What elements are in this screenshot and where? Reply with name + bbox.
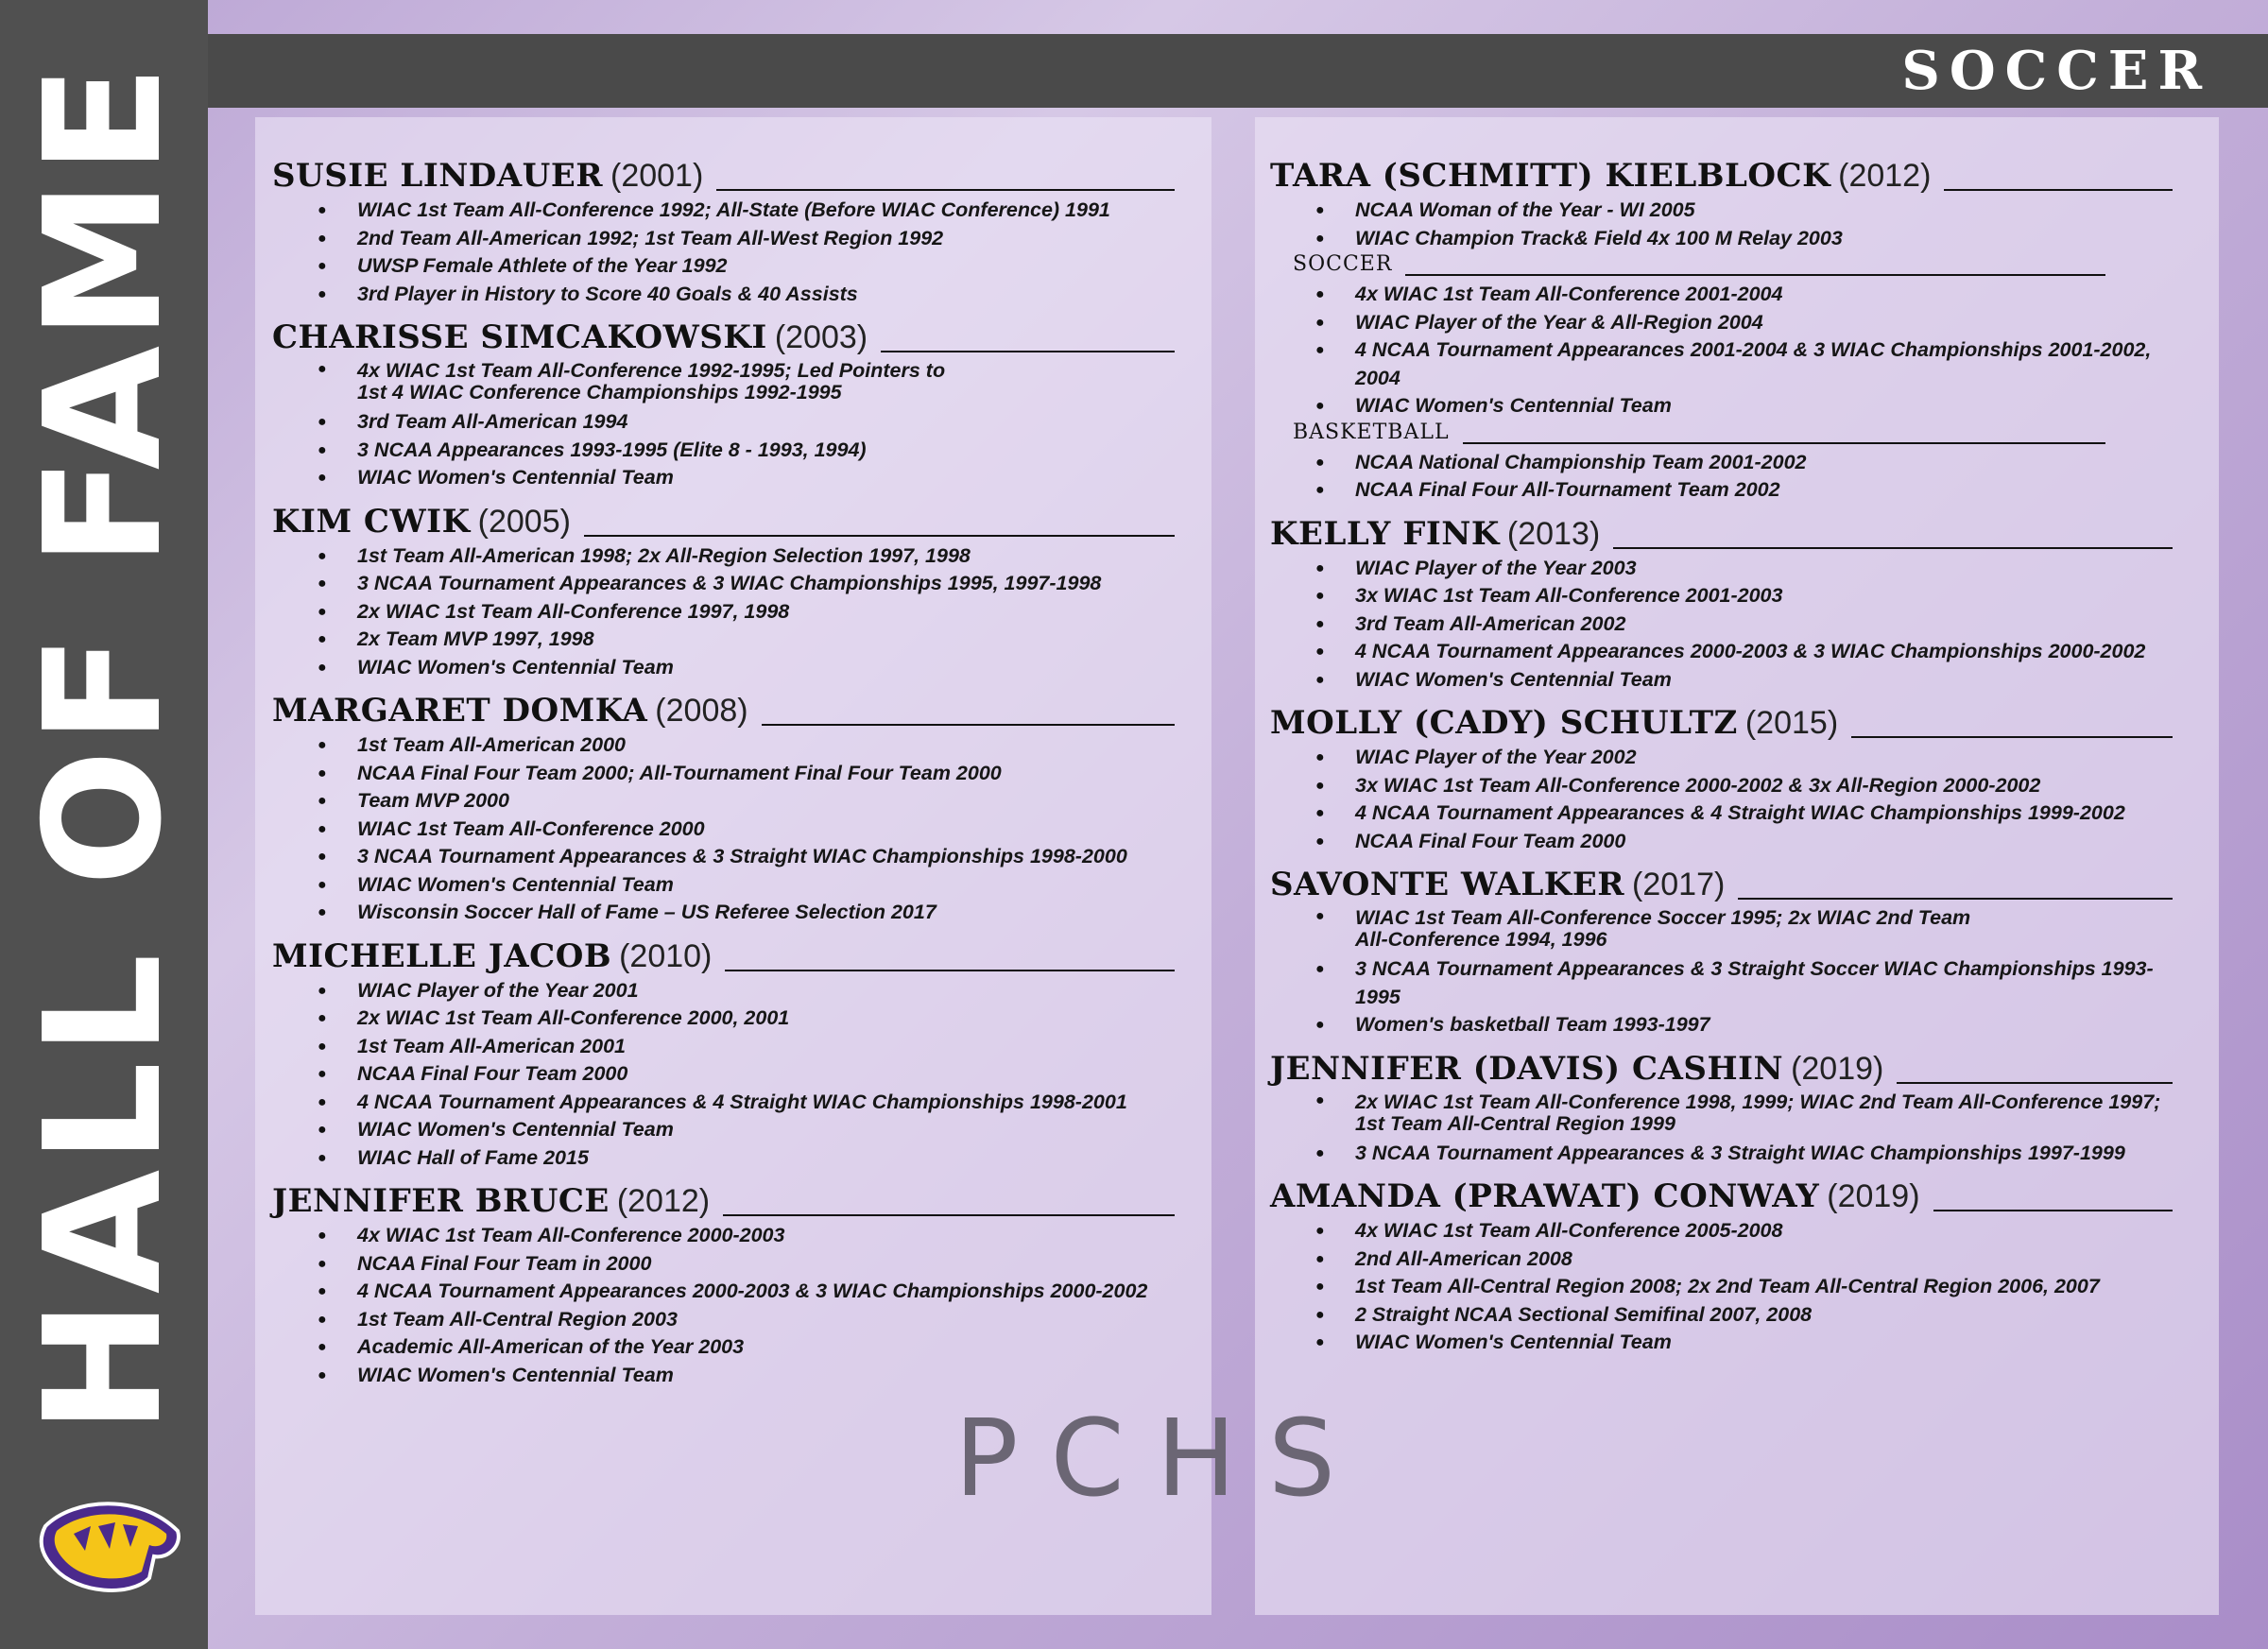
inductee-entry [1270,1050,2173,1168]
list-item: ● WIAC Women's Centennial Team [318,871,1175,900]
accomplishment-list [272,977,1175,1173]
subheading-label: SOCCER [1293,252,1393,276]
list-item: ● NCAA Final Four Team 2000; All-Tournament Final Four Team 2000 [318,760,1175,788]
list-item: ● WIAC Player of the Year 2002 [1315,744,2173,772]
divider [1738,898,2173,900]
list-item: ● NCAA Woman of the Year - WI 2005 [1315,197,2173,225]
right-column [1270,157,2173,1367]
induction-year: (2015) [1744,705,1839,741]
inductee-name: CHARISSE SIMCAKOWSKI [272,318,767,356]
list-item: ● NCAA National Championship Team 2001-2002 [1315,449,2173,477]
divider [723,1214,1175,1216]
list-item: ● 4 NCAA Tournament Appearances 2000-2003 & 3 WIAC Championships 2000-2002 [318,1278,1175,1306]
list-item: ● WIAC Women's Centennial Team [318,464,1175,492]
inductee-entry [1270,704,2173,855]
sport-subheading [1293,421,2105,449]
induction-year: (2019) [1791,1050,1884,1087]
sidebar [0,0,208,1649]
list-item: ● WIAC Women's Centennial Team [318,1116,1175,1144]
accomplishment-list [272,358,1175,492]
list-item: ● Wisconsin Soccer Hall of Fame – US Referee Selection 2017 [318,899,1175,927]
list-item: ● Team MVP 2000 [318,787,1175,816]
induction-year: (2010) [619,937,713,974]
list-item: ● 4x WIAC 1st Team All-Conference 1992-1995; Led Pointers to 1st 4 WIAC Conference Championships 1992-1995 [318,358,1175,408]
list-item: ● 3 NCAA Tournament Appearances & 3 Straight Soccer WIAC Championships 1993-1995 [1315,955,2173,1011]
list-item: ● WIAC Women's Centennial Team [1315,1329,2173,1357]
list-item: ● WIAC Hall of Fame 2015 [318,1144,1175,1173]
accomplishment-list [1270,905,2173,1039]
accomplishment-list [272,1222,1175,1389]
left-column [272,157,1175,1400]
inductee-entry [1270,866,2173,1039]
list-item: ● 2nd Team All-American 1992; 1st Team All-West Region 1992 [318,225,1175,253]
inductee-name: KIM CWIK [272,502,471,541]
induction-year: (2012) [1838,158,1932,194]
accomplishment-list [1270,281,2173,421]
induction-year: (2001) [610,158,704,194]
list-item: ● 3x WIAC 1st Team All-Conference 2000-2002 & 3x All-Region 2000-2002 [1315,772,2173,800]
list-item: ● 4 NCAA Tournament Appearances 2000-2003 & 3 WIAC Championships 2000-2002 [1315,638,2173,666]
inductee-name: SUSIE LINDAUER [272,157,603,195]
induction-year: (2012) [616,1183,711,1219]
list-item: ● WIAC Women's Centennial Team [318,1362,1175,1390]
list-item: ● 3x WIAC 1st Team All-Conference 2001-2003 [1315,582,2173,610]
divider [716,189,1175,191]
list-item: ● 2x WIAC 1st Team All-Conference 2000, 2001 [318,1005,1175,1033]
list-item: ● 4x WIAC 1st Team All-Conference 2000-2003 [318,1222,1175,1250]
inductee-name: JENNIFER BRUCE [272,1182,610,1220]
induction-year: (2005) [477,503,571,540]
divider [1933,1210,2173,1211]
list-item: ● WIAC 1st Team All-Conference 2000 [318,816,1175,844]
list-item: ● NCAA Final Four Team 2000 [318,1060,1175,1089]
list-item: ● WIAC Champion Track& Field 4x 100 M Relay 2003 [1315,225,2173,253]
inductee-name: JENNIFER (DAVIS) CASHIN [1270,1049,1784,1088]
sport-subheading [1293,252,2105,281]
accomplishment-list [1270,197,2173,252]
list-item: ● Women's basketball Team 1993-1997 [1315,1011,2173,1039]
list-item: ● WIAC Player of the Year 2001 [318,977,1175,1005]
list-item: ● WIAC Player of the Year 2003 [1315,555,2173,583]
inductee-name: AMANDA (PRAWAT) CONWAY [1270,1177,1820,1215]
list-item: ● 2x WIAC 1st Team All-Conference 1998, 1999; WIAC 2nd Team All-Conference 1997; 1st Team All-Central Region 1999 [1315,1090,2173,1140]
list-item: ● 3 NCAA Tournament Appearances & 3 WIAC Championships 1995, 1997-1998 [318,570,1175,598]
list-item: ● 3 NCAA Tournament Appearances & 3 Straight WIAC Championships 1997-1999 [1315,1140,2173,1168]
list-item: ● 3rd Team All-American 1994 [318,408,1175,437]
divider [1405,274,2105,276]
list-item: ● 2 Straight NCAA Sectional Semifinal 2007, 2008 [1315,1301,2173,1330]
inductee-entry [1270,1177,2173,1357]
divider [881,351,1175,352]
inductee-entry [272,692,1175,927]
divider [1851,736,2173,738]
induction-year: (2017) [1632,867,1726,902]
watermark: PCHS [954,1398,1368,1520]
inductee-entry [272,503,1175,682]
divider [584,535,1175,537]
inductee-name: MARGARET DOMKA [272,692,648,730]
list-item: ● 1st Team All-American 2001 [318,1033,1175,1061]
list-item: ● WIAC 1st Team All-Conference 1992; All-State (Before WIAC Conference) 1991 [318,197,1175,225]
list-item: ● 1st Team All-American 1998; 2x All-Region Selection 1997, 1998 [318,542,1175,571]
list-item: ● 4x WIAC 1st Team All-Conference 2005-2008 [1315,1217,2173,1245]
list-item: ● WIAC Women's Centennial Team [318,654,1175,682]
list-item: ● 3rd Team All-American 2002 [1315,610,2173,639]
list-item: ● UWSP Female Athlete of the Year 1992 [318,252,1175,281]
divider [1944,189,2173,191]
induction-year: (2008) [655,693,748,729]
inductee-name: TARA (SCHMITT) KIELBLOCK [1270,157,1831,195]
list-item: ● NCAA Final Four All-Tournament Team 2002 [1315,476,2173,505]
list-item: ● Academic All-American of the Year 2003 [318,1333,1175,1362]
pointer-mascot-logo-icon [36,1488,187,1602]
list-item: ● 4x WIAC 1st Team All-Conference 2001-2004 [1315,281,2173,309]
list-item: ● 3 NCAA Tournament Appearances & 3 Straight WIAC Championships 1998-2000 [318,843,1175,871]
list-item: ● 2x Team MVP 1997, 1998 [318,626,1175,654]
list-item: ● 3rd Player in History to Score 40 Goals & 40 Assists [318,281,1175,309]
list-item: ● 3 NCAA Appearances 1993-1995 (Elite 8 - 1993, 1994) [318,437,1175,465]
sport-label: SOCCER [1901,40,2211,102]
inductee-entry [272,318,1175,492]
list-item: ● 1st Team All-Central Region 2008; 2x 2nd Team All-Central Region 2006, 2007 [1315,1273,2173,1301]
induction-year: (2013) [1506,515,1601,552]
list-item: ● 4 NCAA Tournament Appearances & 4 Straight WIAC Championships 1998-2001 [318,1089,1175,1117]
list-item: ● WIAC 1st Team All-Conference Soccer 1995; 2x WIAC 2nd Team All-Conference 1994, 1996 [1315,905,2173,955]
induction-year: (2003) [774,319,868,355]
inductee-name: SAVONTE WALKER [1270,866,1625,903]
accomplishment-list [1270,1090,2173,1168]
accomplishment-list [1270,1217,2173,1357]
list-item: ● 1st Team All-American 2000 [318,731,1175,760]
list-item: ● 2x WIAC 1st Team All-Conference 1997, 1998 [318,598,1175,627]
accomplishment-list [272,542,1175,682]
hall-of-fame-title: HALL OF FAME [10,59,198,1434]
header-bar [208,34,2268,108]
list-item: ● WIAC Women's Centennial Team [1315,666,2173,695]
inductee-entry [272,1182,1175,1389]
accomplishment-list [272,731,1175,927]
inductee-entry [272,157,1175,308]
divider [1463,442,2105,444]
inductee-entry [1270,515,2173,695]
list-item: ● WIAC Player of the Year & All-Region 2004 [1315,309,2173,337]
induction-year: (2019) [1827,1178,1920,1214]
divider [762,724,1175,726]
list-item: ● 1st Team All-Central Region 2003 [318,1306,1175,1334]
accomplishment-list [272,197,1175,308]
list-item: ● WIAC Women's Centennial Team [1315,392,2173,421]
inductee-name: MICHELLE JACOB [272,936,612,975]
list-item: ● 4 NCAA Tournament Appearances & 4 Straight WIAC Championships 1999-2002 [1315,799,2173,828]
inductee-entry [1270,157,2173,505]
list-item: ● NCAA Final Four Team 2000 [1315,828,2173,856]
list-item: ● 4 NCAA Tournament Appearances 2001-2004 & 3 WIAC Championships 2001-2002, 2004 [1315,336,2173,392]
inductee-name: MOLLY (CADY) SCHULTZ [1270,704,1738,742]
accomplishment-list [1270,744,2173,855]
accomplishment-list [1270,555,2173,695]
divider [725,970,1175,971]
inductee-name: KELLY FINK [1270,514,1500,553]
list-item: ● 2nd All-American 2008 [1315,1245,2173,1274]
subheading-label: BASKETBALL [1293,420,1450,444]
accomplishment-list [1270,449,2173,505]
divider [1897,1082,2173,1084]
list-item: ● NCAA Final Four Team in 2000 [318,1250,1175,1279]
inductee-entry [272,937,1175,1173]
divider [1613,547,2173,549]
